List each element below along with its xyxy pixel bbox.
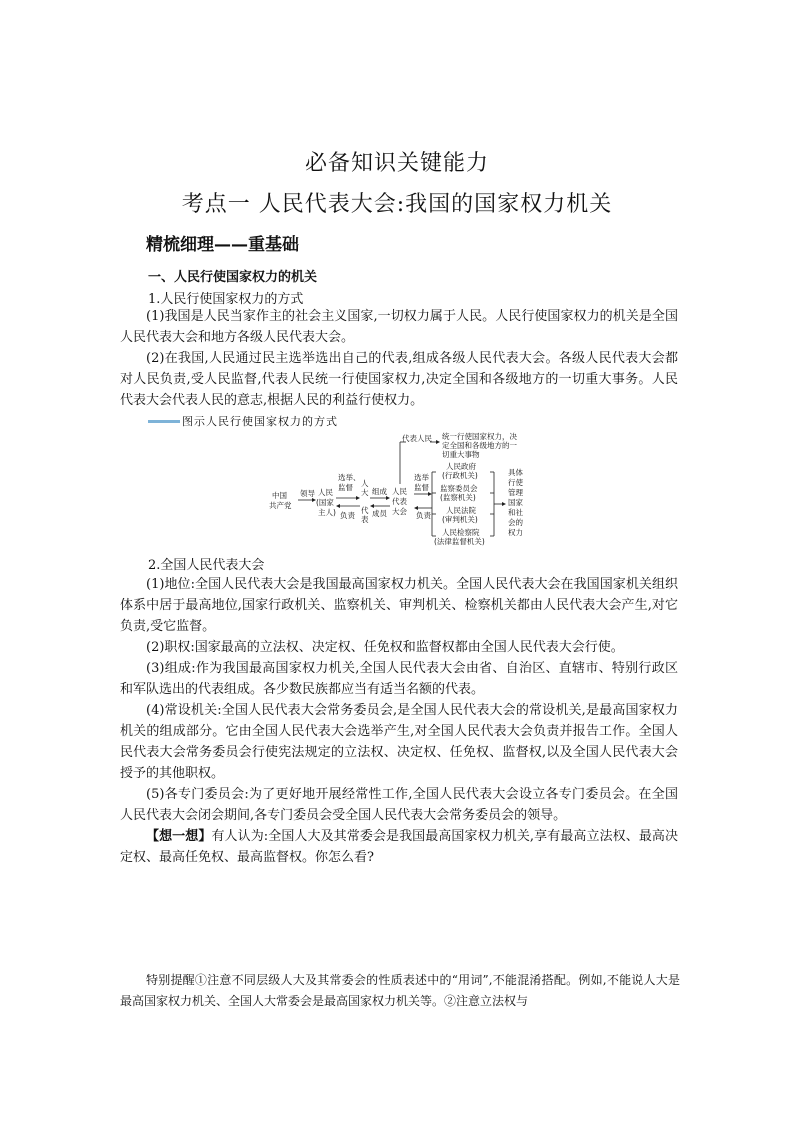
elect-label-1: 选举、 <box>338 473 361 482</box>
manage-label-1: 具体 <box>508 468 523 477</box>
manage-label-2: 行使 <box>508 478 523 487</box>
part1-heading: 1.人民行使国家权力的方式 <box>148 292 304 307</box>
party-label-2: 共产党 <box>269 501 292 510</box>
part1-paragraph-2: (2)在我国,人民通过民主选举选出自己的代表,组成各级人民代表大会。各级人民代表大会都对人民负责,受人民监督,代表人民统一行使国家权力,决定全国和各级地方的一切重大事务。人民代表大会代表人民的意志,根据人民的利益行使权力。 <box>120 351 678 408</box>
responsible-label-2: 负责 <box>416 511 431 520</box>
manage-label-6: 会的 <box>508 518 523 527</box>
npc-label-2: 代表 <box>392 497 407 506</box>
manage-label-3: 管理 <box>508 488 523 497</box>
deputies-char-4: 表 <box>361 515 369 524</box>
elect-label-2: 监督 <box>338 483 353 492</box>
power-desc-1: 统一行使国家权力，决 <box>442 432 517 441</box>
court-label-2: (审判机关) <box>442 515 478 524</box>
supervision-label-1: 监察委员会 <box>440 484 478 493</box>
responsible-label-1: 负责 <box>340 511 355 520</box>
manage-label-4: 国家 <box>508 498 523 507</box>
deputies-char-2: 大 <box>361 488 369 497</box>
power-flow-diagram <box>268 432 538 552</box>
gov-label-2: (行政机关) <box>442 471 478 480</box>
deputies-char-3: 代 <box>361 506 369 515</box>
elect2-label-1: 选举 <box>414 473 429 482</box>
manage-label-5: 和社 <box>508 508 523 517</box>
tip-label: 特别提醒 <box>146 973 195 987</box>
compose-label: 组成 <box>372 487 387 496</box>
power-desc-3: 切重大事物 <box>442 450 480 459</box>
procuratorate-label-2: (法律监督机关) <box>434 537 485 546</box>
people-label-1: 人民 <box>318 488 333 497</box>
figure-caption-text: 图示人民行使国家权力的方式 <box>182 415 338 428</box>
represent-label: 代表人民 <box>402 434 432 443</box>
member-label: 成员 <box>372 509 387 518</box>
supervision-label-2: (监察机关) <box>440 493 476 502</box>
tip-block <box>120 970 680 1012</box>
topic-title: 考点一 人民代表大会:我国的国家权力机关 <box>181 192 613 217</box>
elect2-label-2: 监督 <box>414 483 429 492</box>
tip-text: ①注意不同层级人大及其常委会的性质表述中的“用词”,不能混淆搭配。例如,不能说人大是最高国家权力机关、全国人大常委会是最高国家权力机关等。②注意立法权与 <box>120 973 680 1008</box>
npc-label-3: 大会 <box>392 507 407 516</box>
page-title: 必备知识关键能力 <box>304 151 489 176</box>
manage-label-7: 权力 <box>508 528 523 537</box>
procuratorate-label-1: 人民检察院 <box>442 528 480 537</box>
part2-paragraph-4: (4)常设机关:全国人民代表大会常务委员会,是全国人民代表大会的常设机关,是最高国家权力机关的组成部分。它由全国人民代表大会选举产生,对全国人民代表大会负责并报告工作。全国人民代表大会常务委员会行使宪法规定的立法权、决定权、任免权、监督权,以及全国人民代表大会授予的其他职权。 <box>120 703 678 781</box>
subsection-heading: 一、人民行使国家权力的机关 <box>148 270 318 285</box>
part2-heading: 2.全国人民代表大会 <box>148 558 265 573</box>
court-label-1: 人民法院 <box>446 506 476 515</box>
npc-label-1: 人民 <box>392 487 407 496</box>
caption-bar <box>148 420 180 423</box>
part2-paragraph-2: (2)职权:国家最高的立法权、决定权、任免权和监督权都由全国人民代表大会行使。 <box>146 640 624 655</box>
part2-paragraph-3: (3)组成:作为我国最高国家权力机关,全国人民代表大会由省、自治区、直辖市、特别行政区和军队选出的代表组成。各少数民族都应当有适当名额的代表。 <box>120 661 678 697</box>
part2-paragraph-1: (1)地位:全国人民代表大会是我国最高国家权力机关。全国人民代表大会在我国国家机关组织体系中居于最高地位,国家行政机关、监察机关、审判机关、检察机关都由人民代表大会产生,对它负责,受它监督。 <box>120 577 678 634</box>
figure-caption <box>148 413 338 429</box>
deputies-char-1: 人 <box>361 479 369 488</box>
people-label-3: 主人) <box>318 508 336 517</box>
think-text: 有人认为:全国人大及其常委会是我国最高国家权力机关,享有最高立法权、最高决定权、最高任免权、最高监督权。你怎么看? <box>120 829 678 865</box>
think-label: 【想一想】 <box>146 829 212 844</box>
part2-paragraph-5: (5)各专门委员会:为了更好地开展经常性工作,全国人民代表大会设立各专门委员会。在全国人民代表大会闭会期间,各专门委员会受全国人民代表大会常务委员会的领导。 <box>120 787 678 823</box>
gov-label-1: 人民政府 <box>446 462 476 471</box>
party-label-1: 中国 <box>272 491 287 500</box>
section-heading: 精梳细理——重基础 <box>146 235 299 255</box>
people-label-2: (国家 <box>316 498 334 507</box>
lead-label: 领导 <box>300 489 315 498</box>
think-block <box>120 826 678 868</box>
power-desc-2: 定全国和各级地方的一 <box>442 441 517 450</box>
part1-paragraph-1: (1)我国是人民当家作主的社会主义国家,一切权力属于人民。人民行使国家权力的机关是全国人民代表大会和地方各级人民代表大会。 <box>120 309 678 345</box>
